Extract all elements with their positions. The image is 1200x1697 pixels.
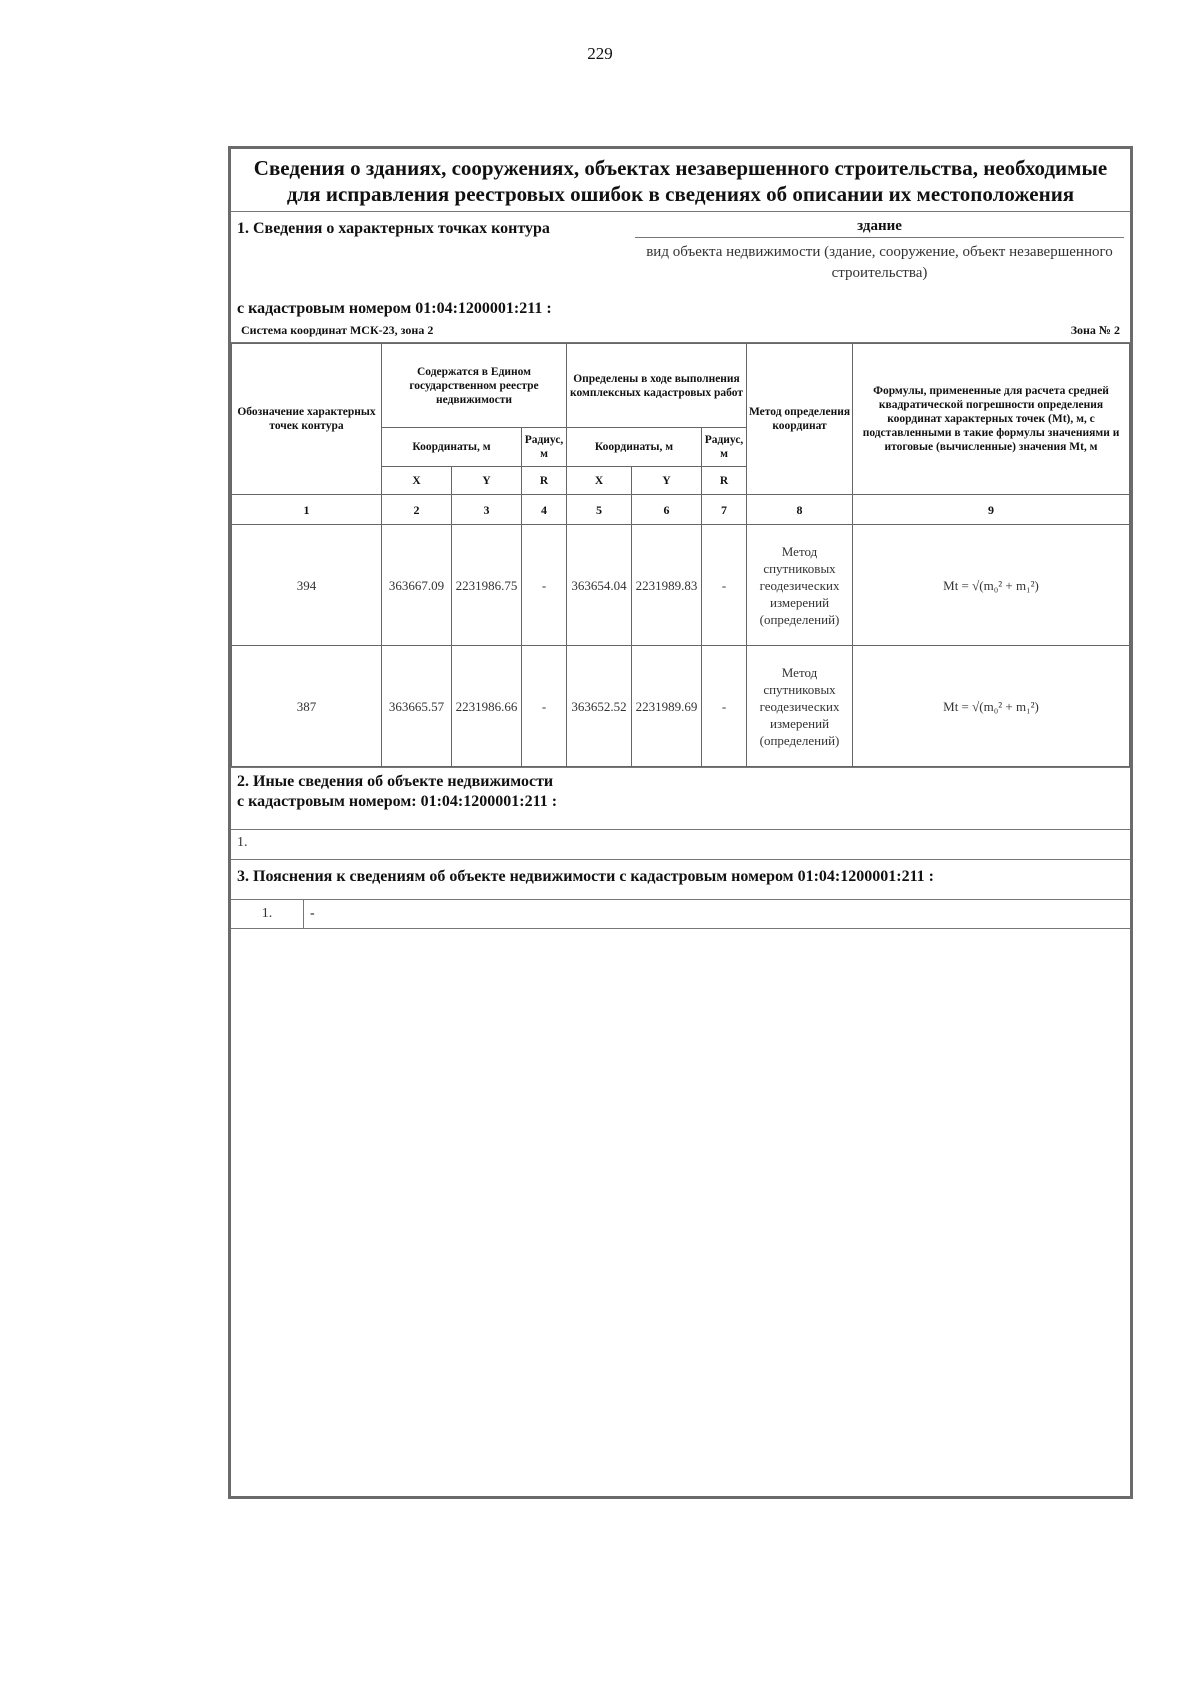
section1-header <box>231 212 1130 343</box>
section2-label: 2. Иные сведения об объекте недвижимости <box>237 773 554 790</box>
header-egrn: Содержатся в Едином государственном реестре недвижимости <box>382 344 567 428</box>
cell-method: Метод спутниковых геодезических измерений (определений) <box>747 646 853 767</box>
cell-formula: Mt = √(m₀² + m₁²) <box>853 646 1130 767</box>
column-number: 3 <box>452 495 522 525</box>
cell-x-complex: 363652.52 <box>567 646 632 767</box>
points-table <box>231 343 1130 767</box>
cadastral-number-line: с кадастровым номером 01:04:1200001:211 : <box>237 300 552 317</box>
document-frame <box>228 146 1133 1499</box>
cell-x-egrn: 363667.09 <box>382 525 452 646</box>
cell-x-egrn: 363665.57 <box>382 646 452 767</box>
header-r-egrn: R <box>522 467 567 495</box>
cell-y-complex: 2231989.69 <box>632 646 702 767</box>
section3-row <box>231 899 1130 929</box>
object-type-caption: вид объекта недвижимости (здание, сооружение, объект незавершенного строительства) <box>646 244 1113 281</box>
header-x-egrn: X <box>382 467 452 495</box>
header-coords-complex: Координаты, м <box>567 428 702 467</box>
section1-label: 1. Сведения о характерных точках контура <box>237 220 550 237</box>
cell-r-complex: - <box>702 646 747 767</box>
cell-method: Метод спутниковых геодезических измерений (определений) <box>747 525 853 646</box>
header-formula: Формулы, примененные для расчета средней квадратической погрешности определения координат характерных точек (Mt), м, с подставленными в такие формулы значениями и итоговые (вычисленные) значения Mt, м <box>853 344 1130 495</box>
column-number: 9 <box>853 495 1130 525</box>
cell-r-egrn: - <box>522 525 567 646</box>
section3-item-value: - <box>310 906 315 921</box>
section3-item-number: 1. <box>231 900 304 928</box>
column-number: 1 <box>232 495 382 525</box>
cell-y-egrn: 2231986.75 <box>452 525 522 646</box>
section2-header <box>231 767 1130 829</box>
object-type-value: здание <box>635 218 1124 238</box>
column-number: 4 <box>522 495 567 525</box>
column-number: 6 <box>632 495 702 525</box>
header-method: Метод определения координат <box>747 344 853 495</box>
page-number: 229 <box>587 44 613 63</box>
coordinate-system: Система координат МСК-23, зона 2 <box>241 323 434 337</box>
header-y-egrn: Y <box>452 467 522 495</box>
header-designation: Обозначение характерных точек контура <box>232 344 382 495</box>
cell-r-complex: - <box>702 525 747 646</box>
header-coords-egrn: Координаты, м <box>382 428 522 467</box>
header-r-complex: R <box>702 467 747 495</box>
column-number: 7 <box>702 495 747 525</box>
column-number: 5 <box>567 495 632 525</box>
cell-y-complex: 2231989.83 <box>632 525 702 646</box>
column-number-row <box>232 495 1130 525</box>
header-radius-egrn: Радиус, м <box>522 428 567 467</box>
column-number: 8 <box>747 495 853 525</box>
cell-r-egrn: - <box>522 646 567 767</box>
cell-point: 387 <box>232 646 382 767</box>
section2-cadastral-line: с кадастровым номером: 01:04:1200001:211 : <box>237 793 558 810</box>
column-number: 2 <box>382 495 452 525</box>
document-title: Сведения о зданиях, сооружениях, объектах незавершенного строительства, необходимые для исправления реестровых ошибок в сведениях об описании их местоположения <box>231 149 1130 212</box>
header-y-complex: Y <box>632 467 702 495</box>
header-complex: Определены в ходе выполнения комплексных кадастровых работ <box>567 344 747 428</box>
header-x-complex: X <box>567 467 632 495</box>
zone-label: Зона № 2 <box>1070 323 1120 337</box>
cell-y-egrn: 2231986.66 <box>452 646 522 767</box>
section3-label: 3. Пояснения к сведениям об объекте недвижимости с кадастровым номером 01:04:1200001:211 : <box>231 859 1130 899</box>
section2-item: 1. <box>231 829 1130 859</box>
table-row <box>232 525 1130 646</box>
cell-formula: Mt = √(m₀² + m₁²) <box>853 525 1130 646</box>
table-row <box>232 646 1130 767</box>
cell-x-complex: 363654.04 <box>567 525 632 646</box>
cell-point: 394 <box>232 525 382 646</box>
header-radius-complex: Радиус, м <box>702 428 747 467</box>
